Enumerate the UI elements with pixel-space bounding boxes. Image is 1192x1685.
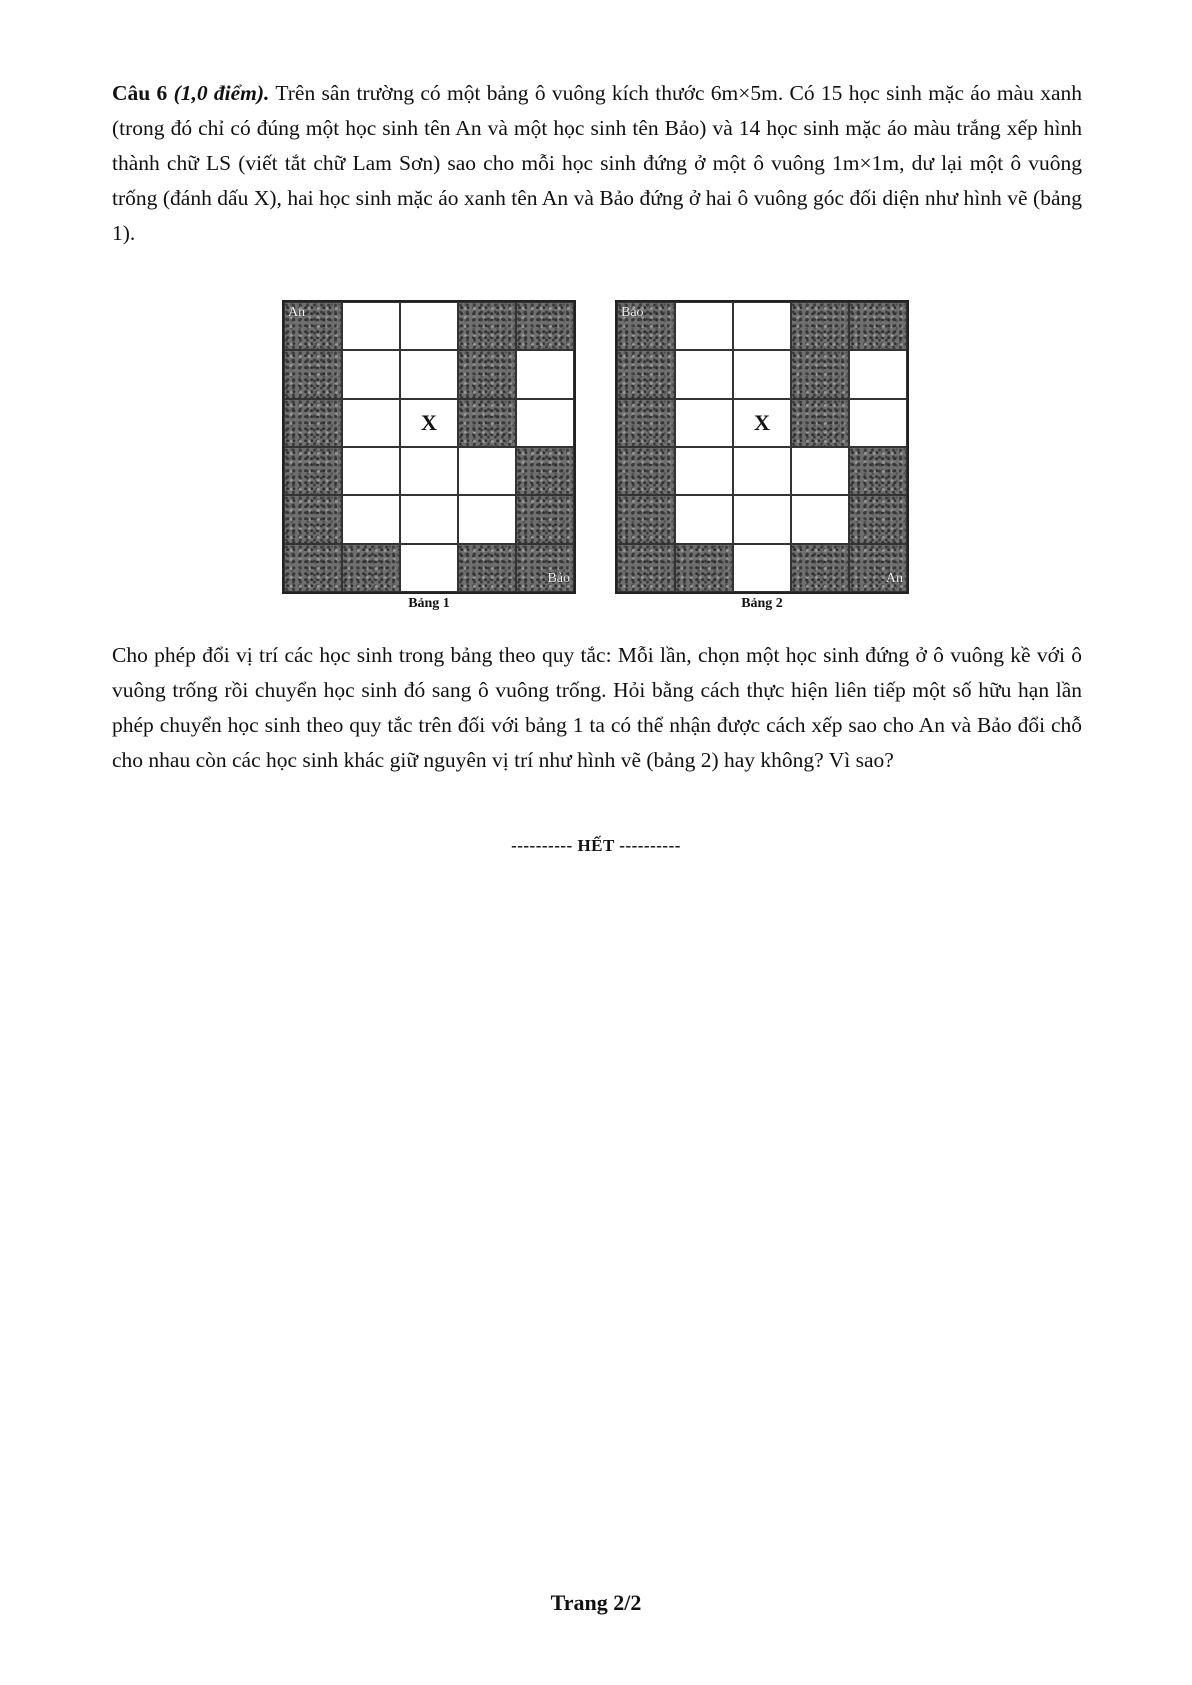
- shaded-cell: [675, 544, 733, 592]
- shaded-cell: [516, 447, 574, 495]
- empty-cell: [733, 399, 791, 447]
- white-cell: [342, 350, 400, 398]
- student-name: An: [885, 570, 903, 586]
- question-points: (1,0 điểm).: [173, 81, 270, 105]
- shaded-cell: [458, 350, 516, 398]
- shaded-cell: [617, 544, 675, 592]
- shaded-cell: [284, 544, 342, 592]
- shaded-cell: [791, 350, 849, 398]
- white-cell: [791, 447, 849, 495]
- white-cell: [342, 495, 400, 543]
- white-cell: [849, 350, 907, 398]
- white-cell: [342, 302, 400, 350]
- shaded-cell: [617, 350, 675, 398]
- white-cell: [675, 399, 733, 447]
- white-cell: [400, 544, 458, 592]
- white-cell: [516, 399, 574, 447]
- shaded-cell: [284, 302, 342, 350]
- white-cell: [400, 447, 458, 495]
- white-cell: [342, 447, 400, 495]
- shaded-cell: [617, 495, 675, 543]
- question-intro-text: Trên sân trường có một bảng ô vuông kích thước 6m×5m. Có 15 học sinh mặc áo màu xanh (trong đó chỉ có đúng một học sinh tên An và một học sinh tên Bảo) và 14 học sinh mặc áo màu trắng xếp hình thành chữ LS (viết tắt chữ Lam Sơn) sao cho mỗi học sinh đứng ở một ô vuông 1m×1m, dư lại một ô vuông trống (đánh dấu X), hai học sinh mặc áo xanh tên An và Bảo đứng ở hai ô vuông góc đối diện như hình vẽ (bảng 1).: [112, 81, 1083, 245]
- white-cell: [458, 447, 516, 495]
- empty-cell: [400, 399, 458, 447]
- white-cell: [733, 544, 791, 592]
- white-cell: [791, 495, 849, 543]
- white-cell: [675, 350, 733, 398]
- student-name: An: [288, 305, 306, 320]
- shaded-cell: [791, 302, 849, 350]
- white-cell: [733, 302, 791, 350]
- student-name: Bảo: [621, 305, 644, 320]
- white-cell: [675, 495, 733, 543]
- empty-mark: X: [421, 409, 437, 435]
- board-1: [282, 300, 576, 610]
- white-cell: [400, 495, 458, 543]
- shaded-cell: [516, 495, 574, 543]
- shaded-cell: [284, 350, 342, 398]
- shaded-cell: [617, 399, 675, 447]
- end-mark: ---------- HẾT ----------: [511, 836, 681, 855]
- white-cell: [675, 447, 733, 495]
- board-grid: [282, 300, 576, 594]
- shaded-cell: [458, 302, 516, 350]
- question-intro: [112, 76, 1082, 251]
- shaded-cell: [284, 495, 342, 543]
- board-caption: Bảng 1: [408, 596, 450, 611]
- board-caption: Bảng 2: [741, 596, 783, 611]
- shaded-cell: [284, 399, 342, 447]
- shaded-cell: [617, 447, 675, 495]
- shaded-cell: [284, 447, 342, 495]
- question-label: Câu 6: [112, 81, 168, 105]
- white-cell: [675, 302, 733, 350]
- student-name: Bảo: [547, 570, 570, 586]
- white-cell: [733, 447, 791, 495]
- board-2: [615, 300, 909, 610]
- white-cell: [733, 350, 791, 398]
- empty-mark: X: [754, 409, 770, 435]
- page-footer: Trang 2/2: [550, 1590, 642, 1615]
- shaded-cell: [791, 544, 849, 592]
- shaded-cell: [849, 495, 907, 543]
- question-rule-text: Cho phép đổi vị trí các học sinh trong bảng theo quy tắc: Mỗi lần, chọn một học sinh đứng ở ô vuông kề với ô vuông trống rồi chuyển học sinh đó sang ô vuông trống. Hỏi bằng cách thực hiện liên tiếp một số hữu hạn lần phép chuyển học sinh theo quy tắc trên đối với bảng 1 ta có thể nhận được cách xếp sao cho An và Bảo đổi chỗ cho nhau còn các học sinh khác giữ nguyên vị trí như hình vẽ (bảng 2) hay không? Vì sao?: [112, 643, 1082, 772]
- shaded-cell: [849, 447, 907, 495]
- white-cell: [849, 399, 907, 447]
- shaded-cell: [849, 544, 907, 592]
- white-cell: [458, 495, 516, 543]
- shaded-cell: [458, 544, 516, 592]
- shaded-cell: [342, 544, 400, 592]
- board-grid: [615, 300, 909, 594]
- shaded-cell: [516, 302, 574, 350]
- shaded-cell: [458, 399, 516, 447]
- shaded-cell: [791, 399, 849, 447]
- white-cell: [400, 302, 458, 350]
- white-cell: [733, 495, 791, 543]
- white-cell: [516, 350, 574, 398]
- white-cell: [400, 350, 458, 398]
- question-rule: [112, 638, 1082, 778]
- shaded-cell: [516, 544, 574, 592]
- shaded-cell: [617, 302, 675, 350]
- white-cell: [342, 399, 400, 447]
- shaded-cell: [849, 302, 907, 350]
